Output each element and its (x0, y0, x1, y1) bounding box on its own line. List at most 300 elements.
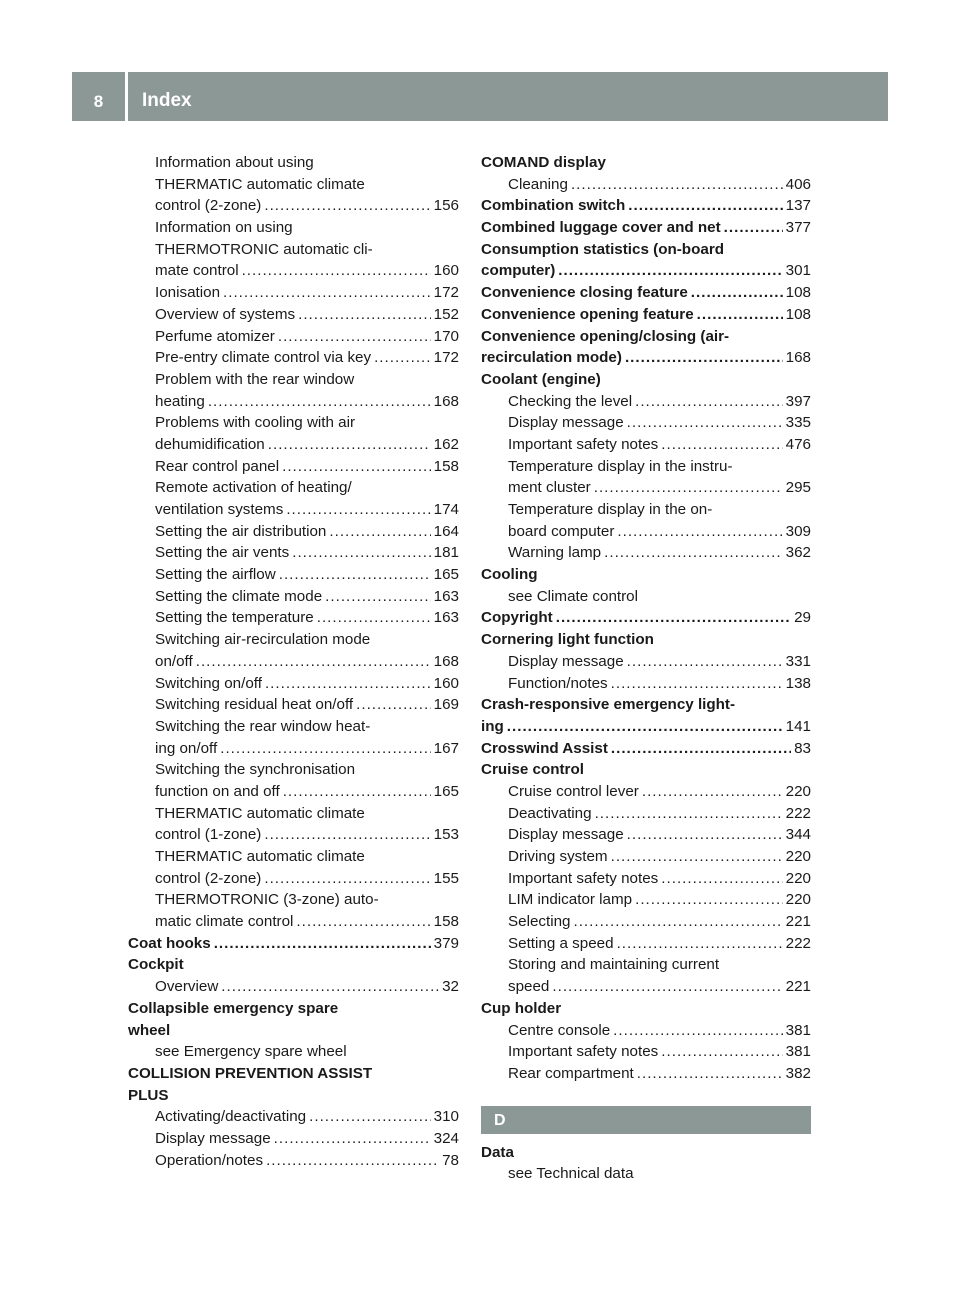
page-reference[interactable]: 301 (785, 262, 811, 280)
entry-text: Problems with cooling with air (155, 414, 356, 432)
entry-text: Deactivating (508, 804, 592, 822)
entry-text: Cleaning (508, 175, 568, 193)
entry-text: PLUS (128, 1086, 169, 1104)
page-reference[interactable]: 165 (433, 566, 459, 584)
dot-leader (292, 542, 430, 564)
entry-text: Data (481, 1143, 514, 1161)
index-subentry[interactable] (128, 976, 459, 998)
entry-text: Setting the temperature (155, 609, 314, 627)
entry-text: Important safety notes (508, 869, 659, 887)
dot-leader (274, 1128, 431, 1150)
entry-text: Important safety notes (508, 1043, 659, 1061)
dot-leader (214, 933, 431, 955)
page-reference[interactable]: 344 (785, 826, 811, 844)
index-subentry[interactable] (128, 521, 459, 543)
page-reference[interactable]: 379 (433, 934, 459, 952)
page-reference[interactable]: 78 (442, 1151, 459, 1169)
index-right-entries (481, 152, 811, 1085)
index-entry (128, 1020, 459, 1042)
entry-text: Temperature display in the on- (508, 501, 713, 518)
index-subentry[interactable] (481, 1020, 811, 1042)
dot-leader (611, 673, 783, 695)
dot-leader (661, 868, 782, 890)
dot-leader (617, 521, 782, 543)
index-subentry[interactable] (128, 456, 459, 478)
page-reference[interactable]: 153 (433, 826, 459, 844)
entry-text: Perfume atomizer (155, 327, 275, 345)
page-reference[interactable]: 164 (433, 522, 459, 540)
index-entry (481, 759, 811, 781)
index-subentry (128, 174, 459, 196)
index-subentry[interactable] (481, 976, 811, 998)
entry-text: Storing and maintaining current (508, 956, 720, 974)
entry-text: Cockpit (128, 956, 184, 974)
dot-leader (661, 434, 782, 456)
entry-text: Consumption statistics (on-board (481, 240, 724, 258)
page-reference[interactable]: 158 (433, 913, 459, 931)
index-subentry[interactable] (481, 803, 811, 825)
dot-leader (628, 195, 782, 217)
page-reference[interactable]: 220 (785, 869, 811, 887)
entry-text: dehumidification (155, 435, 265, 453)
dot-leader (661, 1041, 782, 1063)
index-subentry[interactable] (128, 586, 459, 608)
page-reference[interactable]: 168 (433, 652, 459, 670)
entry-text: speed (508, 978, 550, 996)
entry-text: Collapsible emergency spare (128, 999, 339, 1017)
entry-text: control (2-zone) (155, 197, 262, 215)
entry-text: Switching on/off (155, 674, 262, 692)
entry-text: Centre console (508, 1021, 611, 1039)
dot-leader (329, 521, 430, 543)
index-subentry (481, 1163, 811, 1185)
index-subentry (128, 803, 459, 825)
dot-leader (595, 803, 783, 825)
page-reference[interactable]: 174 (433, 501, 459, 518)
entry-text: Setting a speed (508, 934, 614, 952)
index-entry (128, 1085, 459, 1107)
page-reference[interactable]: 156 (433, 197, 459, 215)
index-subentry[interactable] (481, 521, 811, 543)
entry-text: Display message (508, 652, 624, 670)
dot-leader (617, 933, 783, 955)
index-subentry[interactable] (481, 933, 811, 955)
index-entry (481, 694, 811, 716)
entry-text: Setting the air distribution (155, 522, 327, 540)
page-reference[interactable]: 163 (433, 609, 459, 627)
page-reference[interactable]: 295 (785, 479, 811, 497)
index-entry[interactable] (481, 260, 811, 282)
index-subentry[interactable] (128, 824, 459, 846)
page-reference[interactable]: 160 (433, 262, 459, 280)
index-subentry[interactable] (481, 412, 811, 434)
index-subentry[interactable] (481, 1063, 811, 1085)
entry-text: THERMATIC automatic climate (155, 175, 365, 193)
page-reference[interactable]: 172 (433, 349, 459, 367)
entry-text: THERMATIC automatic climate (155, 848, 365, 865)
section-header-d: D (481, 1106, 811, 1134)
dot-leader (604, 542, 783, 564)
dot-leader (552, 976, 782, 998)
page-reference[interactable]: 335 (785, 414, 811, 432)
index-subentry[interactable] (481, 868, 811, 890)
dot-leader (264, 824, 430, 846)
page-reference[interactable]: 382 (785, 1064, 811, 1082)
entry-text: Overview of systems (155, 305, 296, 323)
index-subentry[interactable] (481, 651, 811, 673)
entry-text: Display message (508, 826, 624, 844)
index-subentry[interactable] (481, 542, 811, 564)
page-reference[interactable]: 170 (433, 327, 459, 345)
dot-leader (298, 304, 431, 326)
entry-text: mate control (155, 262, 239, 280)
page-reference[interactable]: 377 (785, 219, 811, 237)
dot-leader (642, 781, 783, 803)
index-subentry[interactable] (128, 542, 459, 564)
page-reference[interactable]: 324 (433, 1129, 459, 1147)
index-subentry[interactable] (128, 326, 459, 348)
index-subentry[interactable] (128, 347, 459, 369)
index-subentry[interactable] (128, 1128, 459, 1150)
page-reference[interactable]: 220 (785, 848, 811, 865)
page-reference[interactable]: 222 (785, 934, 811, 952)
index-entry[interactable] (481, 738, 811, 760)
page-reference[interactable]: 155 (433, 869, 459, 887)
entry-text: wheel (128, 1021, 171, 1039)
entry-text: Cooling (481, 566, 538, 584)
entry-text: THERMATIC automatic climate (155, 804, 365, 822)
index-entry (128, 954, 459, 976)
page-reference[interactable]: 221 (785, 913, 811, 931)
page-reference[interactable]: 162 (433, 435, 459, 453)
page-reference[interactable]: 83 (794, 739, 811, 757)
header-divider (125, 72, 128, 121)
page-reference[interactable]: 381 (785, 1043, 811, 1061)
page-reference[interactable]: 167 (433, 739, 459, 757)
dot-leader (221, 976, 439, 998)
index-subentry (481, 499, 811, 521)
page-reference[interactable]: 160 (433, 674, 459, 692)
entry-text: see Climate control (508, 587, 638, 605)
entry-text: ing on/off (155, 739, 218, 757)
index-subentry (128, 846, 459, 868)
index-subentry (128, 716, 459, 738)
index-entry (481, 369, 811, 391)
entry-text: Driving system (508, 848, 608, 865)
entry-text: THERMOTRONIC automatic cli- (155, 240, 373, 258)
dot-leader (625, 347, 783, 369)
dot-leader (265, 673, 431, 695)
entry-text: Setting the air vents (155, 544, 290, 562)
dot-leader (613, 1020, 783, 1042)
index-subentry[interactable] (128, 781, 459, 803)
entry-text: ing (481, 717, 504, 735)
index-entry (481, 326, 811, 348)
page-reference[interactable]: 152 (433, 305, 459, 323)
entry-text: see Emergency spare wheel (155, 1043, 347, 1061)
entry-text: Operation/notes (155, 1151, 264, 1169)
entry-text: Switching the rear window heat- (155, 717, 371, 735)
index-subentry[interactable] (128, 564, 459, 586)
index-subentry[interactable] (128, 434, 459, 456)
index-subentry[interactable] (128, 1106, 459, 1128)
index-subentry (128, 889, 459, 911)
index-subentry[interactable] (481, 174, 811, 196)
entry-text: Cruise control lever (508, 782, 639, 800)
index-subentry (128, 217, 459, 239)
page-title: Index (142, 90, 192, 111)
page-reference[interactable]: 165 (433, 782, 459, 800)
dot-leader (325, 586, 431, 608)
page-reference[interactable]: 220 (785, 891, 811, 909)
index-subentry[interactable] (481, 1041, 811, 1063)
dot-leader (220, 738, 430, 760)
index-entry[interactable] (481, 716, 811, 738)
page-reference[interactable]: 362 (785, 544, 811, 562)
page-reference[interactable]: 397 (785, 392, 811, 410)
page-reference[interactable]: 221 (785, 978, 811, 996)
entry-text: Temperature display in the instru- (508, 457, 733, 475)
dot-leader (286, 499, 430, 521)
page-reference[interactable]: 29 (794, 609, 811, 627)
index-subentry (481, 586, 811, 608)
index-subentry (128, 412, 459, 434)
index-entry (128, 998, 459, 1020)
entry-text: THERMOTRONIC (3-zone) auto- (155, 891, 379, 909)
index-subentry[interactable] (128, 738, 459, 760)
entry-text: Rear control panel (155, 457, 280, 475)
entry-text: Cup holder (481, 999, 562, 1017)
dot-leader (611, 738, 791, 760)
entry-text: Display message (508, 414, 624, 432)
dot-leader (507, 716, 783, 738)
entry-text: COMAND display (481, 154, 606, 171)
entry-text: Switching the synchronisation (155, 761, 356, 779)
index-subentry[interactable] (128, 195, 459, 217)
index-subentry[interactable] (128, 499, 459, 521)
dot-leader (594, 477, 783, 499)
entry-text: Coat hooks (128, 934, 211, 952)
dot-leader (635, 391, 783, 413)
page-reference[interactable]: 168 (433, 392, 459, 410)
entry-text: heating (155, 392, 205, 410)
index-left-column (128, 152, 459, 1171)
page-reference[interactable]: 331 (785, 652, 811, 670)
page-reference[interactable]: 222 (785, 804, 811, 822)
entry-text: control (2-zone) (155, 869, 262, 887)
dot-leader (317, 607, 431, 629)
index-subentry (128, 1041, 459, 1063)
entry-text: Combination switch (481, 197, 626, 215)
page-reference[interactable]: 381 (785, 1021, 811, 1039)
dot-leader (627, 824, 783, 846)
index-entry (128, 1063, 459, 1085)
dot-leader (264, 868, 430, 890)
dot-leader (223, 282, 431, 304)
dot-leader (611, 846, 783, 868)
dot-leader (374, 347, 431, 369)
index-entry[interactable] (128, 933, 459, 955)
page-reference[interactable]: 309 (785, 522, 811, 540)
index-subentry[interactable] (481, 673, 811, 695)
page-reference[interactable]: 476 (785, 435, 811, 453)
page-reference[interactable]: 108 (785, 305, 811, 323)
entry-text: ment cluster (508, 479, 591, 497)
page-reference[interactable]: 168 (785, 349, 811, 367)
entry-text: Selecting (508, 913, 571, 931)
entry-text: control (1-zone) (155, 826, 262, 844)
entry-text: on/off (155, 652, 193, 670)
entry-text: Cruise control (481, 761, 584, 779)
index-subentry (128, 369, 459, 391)
page-reference[interactable]: 172 (433, 284, 459, 302)
entry-text: Overview (155, 978, 219, 996)
entry-text: see Technical data (508, 1165, 634, 1183)
index-subentry[interactable] (128, 694, 459, 716)
index-entry[interactable] (481, 607, 811, 629)
dot-leader (635, 889, 783, 911)
dot-leader (196, 651, 431, 673)
index-subentry[interactable] (481, 434, 811, 456)
index-subentry[interactable] (481, 889, 811, 911)
dot-leader (724, 217, 783, 239)
dot-leader (691, 282, 783, 304)
dot-leader (573, 911, 782, 933)
index-subentry[interactable] (128, 282, 459, 304)
index-subentry[interactable] (128, 1150, 459, 1172)
index-entry[interactable] (481, 217, 811, 239)
index-subentry[interactable] (481, 781, 811, 803)
index-subentry[interactable] (128, 911, 459, 933)
dot-leader (278, 326, 431, 348)
index-subentry[interactable] (481, 911, 811, 933)
index-entry[interactable] (481, 347, 811, 369)
dot-leader (556, 607, 791, 629)
index-subentry[interactable] (128, 607, 459, 629)
index-entry (481, 1142, 811, 1164)
entry-text: Display message (155, 1129, 271, 1147)
dot-leader (266, 1150, 439, 1172)
page-reference[interactable]: 220 (785, 782, 811, 800)
dot-leader (268, 434, 431, 456)
index-subentry (128, 152, 459, 174)
entry-text: Warning lamp (508, 544, 602, 562)
index-entry (481, 629, 811, 651)
index-subentry[interactable] (128, 673, 459, 695)
entry-text: Rear compartment (508, 1064, 634, 1082)
index-subentry[interactable] (128, 304, 459, 326)
entry-text: Activating/deactivating (155, 1108, 307, 1126)
dot-leader (627, 651, 783, 673)
entry-text: function on and off (155, 782, 280, 800)
page-reference[interactable]: 32 (442, 978, 459, 996)
page-header (72, 72, 888, 121)
page-reference[interactable]: 181 (433, 544, 459, 562)
index-subentry (128, 477, 459, 499)
dot-leader (356, 694, 431, 716)
index-entry[interactable] (481, 282, 811, 304)
page-reference[interactable]: 108 (785, 284, 811, 302)
dot-leader (282, 456, 431, 478)
entry-text: Information on using (155, 219, 293, 237)
entry-text: Copyright (481, 609, 553, 627)
dot-leader (309, 1106, 431, 1128)
page-reference[interactable]: 169 (433, 696, 459, 714)
page-reference[interactable]: 163 (433, 587, 459, 605)
dot-leader (208, 391, 431, 413)
entry-text: Function/notes (508, 674, 608, 692)
section-d-entries (481, 1142, 811, 1185)
dot-leader (571, 174, 783, 196)
index-subentry (481, 456, 811, 478)
entry-text: recirculation mode) (481, 349, 622, 367)
index-subentry[interactable] (128, 651, 459, 673)
index-entry[interactable] (481, 304, 811, 326)
index-right-column (481, 152, 811, 1185)
index-subentry[interactable] (481, 477, 811, 499)
entry-text: Setting the climate mode (155, 587, 323, 605)
entry-text: matic climate control (155, 913, 294, 931)
index-subentry[interactable] (128, 868, 459, 890)
dot-leader (296, 911, 430, 933)
page-reference[interactable]: 310 (433, 1108, 459, 1126)
index-subentry (128, 629, 459, 651)
entry-text: Coolant (engine) (481, 370, 601, 388)
entry-text: computer) (481, 262, 556, 280)
entry-text: ventilation systems (155, 501, 284, 518)
index-subentry[interactable] (481, 846, 811, 868)
page-reference[interactable]: 158 (433, 457, 459, 475)
entry-text: Checking the level (508, 392, 633, 410)
entry-text: Important safety notes (508, 435, 659, 453)
index-subentry[interactable] (128, 391, 459, 413)
entry-text: Convenience closing feature (481, 284, 688, 302)
entry-text: Setting the airflow (155, 566, 276, 584)
index-entry[interactable] (481, 195, 811, 217)
page-reference[interactable]: 406 (785, 175, 811, 193)
entry-text: Convenience opening feature (481, 305, 694, 323)
dot-leader (697, 304, 783, 326)
dot-leader (264, 195, 430, 217)
entry-text: Switching air-recirculation mode (155, 631, 371, 649)
page-number: 8 (93, 92, 104, 111)
entry-text: Pre-entry climate control via key (155, 349, 372, 367)
entry-text: LIM indicator lamp (508, 891, 633, 909)
dot-leader (283, 781, 431, 803)
dot-leader (279, 564, 431, 586)
index-subentry[interactable] (128, 260, 459, 282)
dot-leader (242, 260, 431, 282)
entry-text: Combined luggage cover and net (481, 219, 721, 237)
dot-leader (627, 412, 783, 434)
entry-text: Cornering light function (481, 631, 654, 649)
index-entry (481, 998, 811, 1020)
entry-text: board computer (508, 522, 615, 540)
entry-text: Ionisation (155, 284, 221, 302)
index-entry (481, 152, 811, 174)
index-entry (481, 564, 811, 586)
page-reference[interactable]: 141 (785, 717, 811, 735)
page-reference[interactable]: 138 (785, 674, 811, 692)
entry-text: Crash-responsive emergency light- (481, 696, 736, 714)
index-subentry[interactable] (481, 391, 811, 413)
page-reference[interactable]: 137 (785, 197, 811, 215)
dot-leader (558, 260, 782, 282)
entry-text: Switching residual heat on/off (155, 696, 354, 714)
entry-text: Problem with the rear window (155, 370, 355, 388)
index-subentry (128, 759, 459, 781)
index-subentry[interactable] (481, 824, 811, 846)
